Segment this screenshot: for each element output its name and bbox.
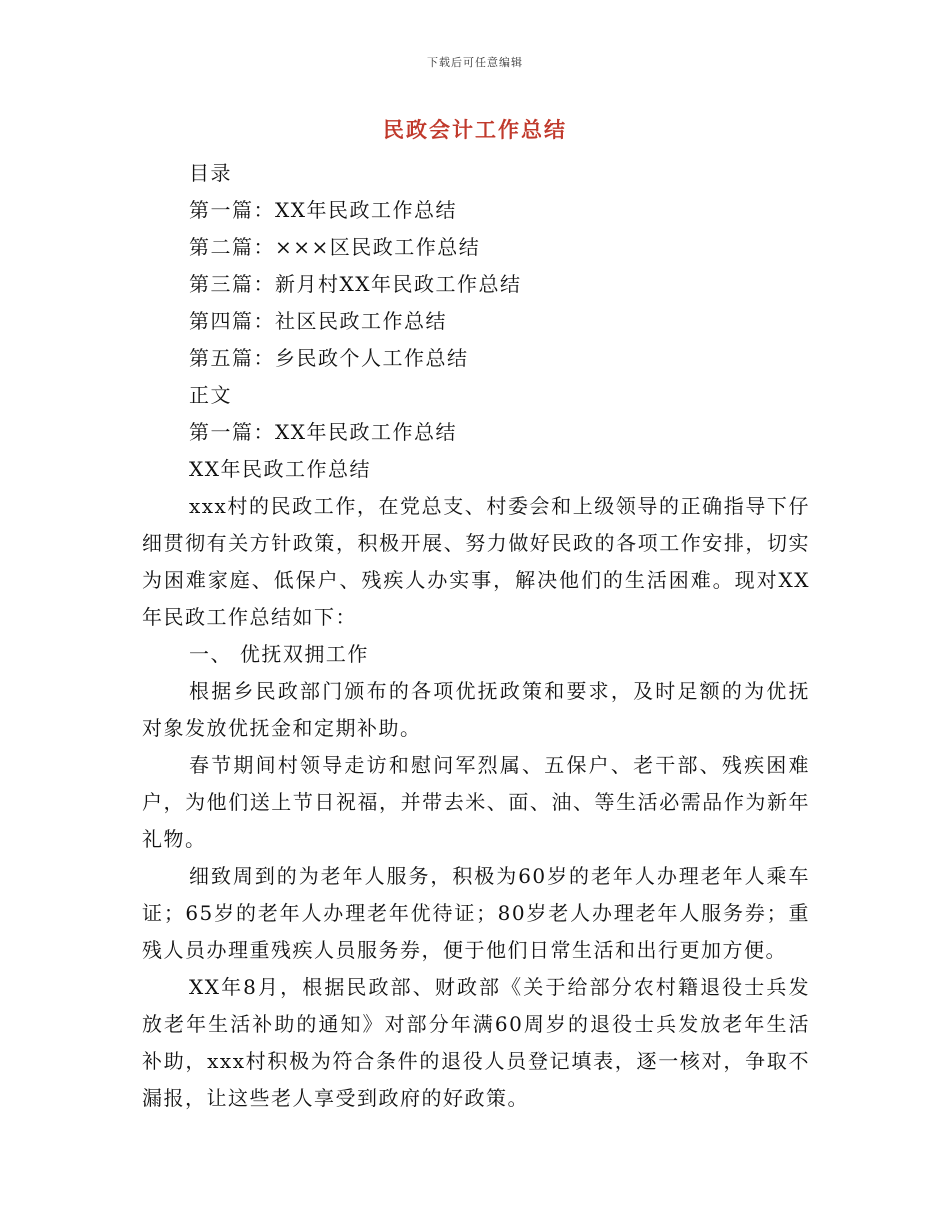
toc-item: 第三篇：新月村XX年民政工作总结	[189, 272, 522, 296]
header-note: 下载后可任意编辑	[427, 56, 523, 69]
paragraph: XX年8月，根据民政部、财政部《关于给部分农村籍退役士兵发放老年生活补助的通知》对部分年满60周岁的退役士兵发放老年生活补助，xxx村积极为符合条件的退役人员登记填表，逐一核对，争取不漏报，让这些老人享受到政府的好政策。	[142, 975, 810, 1110]
paragraph: 细致周到的为老年人服务，积极为60岁的老年人办理老年人乘车证；65岁的老年人办理老年优待证；80岁老人办理老年人服务券；重残人员办理重残疾人员服务券，便于他们日常生活和出行更加方便。	[142, 864, 810, 962]
document-body	[142, 155, 810, 1117]
paragraph: 根据乡民政部门颁布的各项优抚政策和要求，及时足额的为优抚对象发放优抚金和定期补助。	[142, 679, 810, 740]
paragraph: 春节期间村领导走访和慰问军烈属、五保户、老干部、残疾困难户，为他们送上节日祝福，并带去米、面、油、等生活必需品作为新年礼物。	[142, 753, 810, 851]
section-heading: 一、 优抚双拥工作	[189, 642, 369, 666]
chapter-heading: 第一篇：XX年民政工作总结	[189, 420, 457, 444]
toc-item: 第二篇：×××区民政工作总结	[189, 235, 481, 259]
toc-item: 第一篇：XX年民政工作总结	[189, 198, 457, 222]
toc-item: 第四篇：社区民政工作总结	[189, 309, 447, 333]
document-title: 民政会计工作总结	[383, 118, 567, 142]
toc-item: 第五篇：乡民政个人工作总结	[189, 346, 469, 370]
body-label: 正文	[189, 383, 232, 407]
sub-heading: XX年民政工作总结	[189, 457, 371, 481]
toc-label: 目录	[189, 161, 232, 185]
paragraph: xxx村的民政工作，在党总支、村委会和上级领导的正确指导下仔细贯彻有关方针政策，积极开展、努力做好民政的各项工作安排，切实为困难家庭、低保户、残疾人办实事，解决他们的生活困难。现对XX年民政工作总结如下：	[142, 494, 810, 629]
